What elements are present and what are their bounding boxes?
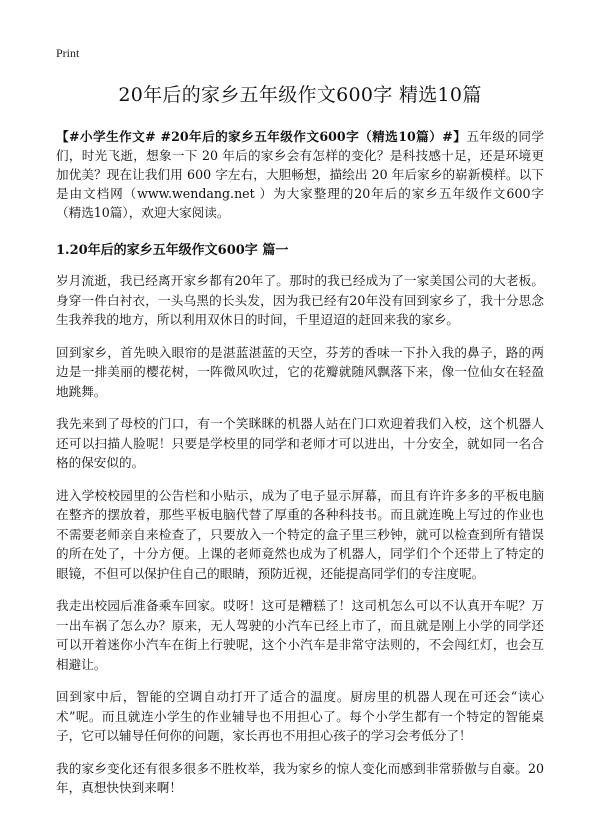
essay-paragraph: 我走出校园后准备乘车回家。哎呀！这可是糟糕了！这司机怎么可以不认真开车呢？万一出车祸了怎么办？原来，无人驾驶的小汽车已经上市了，而且就是刚上小学的同学还可以开着迷你小汽车在街上行驶呢，这个小汽车是非常守法则的，不会闯红灯，也会互相避让。 <box>56 598 544 672</box>
essay-paragraph: 回到家中后，智能的空调自动打开了适合的温度。厨房里的机器人现在可还会“读心术”呢。而且就连小学生的作业辅导也不用担心了。每个小学生都有一个特定的智能桌子，它可以辅导任何你的问题，家长再也不用担心孩子的学习会考低分了！ <box>56 689 544 743</box>
intro-text: 五年级的同学们，时光飞逝，想象一下 20 年后的家乡会有怎样的变化？是科技感十足，还是环境更加优美？现在让我们用 600 字左右，大胆畅想，描绘出 20 年后家乡的崭新模样。以下是由文档网（www.wendang.net ）为大家整理的20年后的家乡五年级作文600字（精选10篇），欢迎大家阅读。 <box>56 129 544 220</box>
essay-paragraph: 岁月流逝，我已经离开家乡都有20年了。那时的我已经成为了一家美国公司的大老板。身穿一件白衬衣，一头乌黑的长头发，因为我已经有20年没有回到家乡了，我十分思念生我养我的地方，所以利用双休日的时间，千里迢迢的赶回来我的家乡。 <box>56 273 544 327</box>
essay-paragraph: 进入学校校园里的公告栏和小贴示，成为了电子显示屏幕，而且有许许多多的平板电脑在整齐的摆放着，那些平板电脑代替了厚重的各种科技书。而且就连晚上写过的作业也不需要老师亲自来检查了，只要放入一个特定的盒子里三秒钟，就可以检查到所有错误的所在处了，十分方便。上课的老师竟然也成为了机器人，同学们个个还带上了特定的眼镜，不但可以保护住自己的眼睛，预防近视，还能提高同学们的专注度呢。 <box>56 487 544 581</box>
essay-paragraph: 回到家乡，首先映入眼帘的是湛蓝湛蓝的天空，芬芳的香味一下扑入我的鼻子，路的两边是一排美丽的樱花树，一阵微风吹过，它的花瓣就随风飘落下来，像一位仙女在轻盈地跳舞。 <box>56 344 544 399</box>
section-heading: 1.20年后的家乡五年级作文600字 篇一 <box>56 243 289 258</box>
essay-paragraph: 我的家乡变化还有很多很多不胜枚举，我为家乡的惊人变化而感到非常骄傲与自豪。20年，真想快快到来啊！ <box>56 760 544 795</box>
page-title: 20年后的家乡五年级作文600字 精选10篇 <box>118 84 482 106</box>
intro-tag: 【#小学生作文# #20年后的家乡五年级作文600字（精选10篇）#】 <box>56 129 467 144</box>
essay-paragraph: 我先来到了母校的门口，有一个笑眯眯的机器人站在门口欢迎着我们入校，这个机器人还可以扫描人脸呢！只要是学校里的同学和老师才可以进出，十分安全，就如同一名合格的保安似的。 <box>56 416 544 470</box>
intro-paragraph <box>56 127 544 222</box>
print-link[interactable]: Print <box>56 46 80 60</box>
